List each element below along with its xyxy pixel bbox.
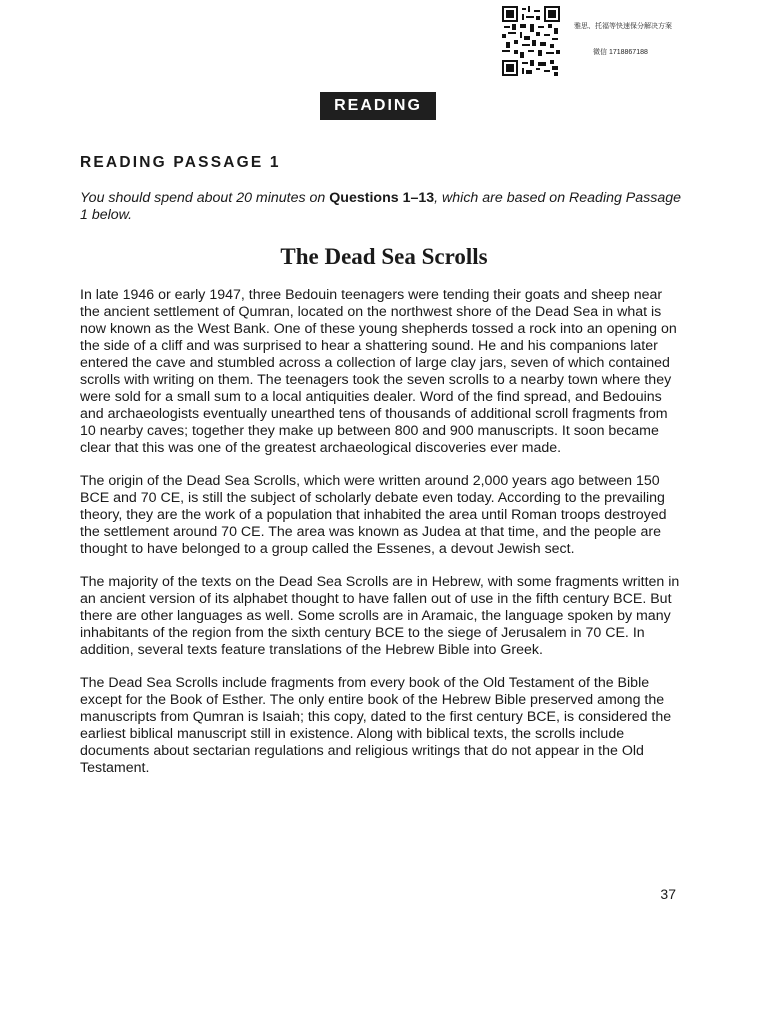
- instructions: [80, 190, 690, 224]
- paragraph: In late 1946 or early 1947, three Bedouin teenagers were tending their goats and sheep near the ancient settlement of Qumran, located on the northwest shore of the Dead Sea in what is now known as the West Bank. One of these young shepherds tossed a rock into an opening on the side of a cliff and was surprised to hear a shattering sound. He and his companions later entered the cave and stumbled across a collection of large clay jars, seven of which contained scrolls with writing on them. The teenagers took the seven scrolls to a nearby town where they were sold for a small sum to a local antiquities dealer. Word of the find spread, and Bedouins and archaeologists eventually unearthed tens of thousands of additional scroll fragments from 10 nearby caves; together they make up between 800 and 900 manuscripts. It soon became clear that this was one of the greatest archaeological discoveries ever made.: [80, 287, 677, 456]
- passage-heading: READING PASSAGE 1: [80, 154, 281, 171]
- qr-caption-line1: 雅思、托福等快速保分解决方案: [574, 23, 672, 30]
- page-number: 37: [660, 886, 676, 902]
- instructions-after: , which are based on Reading Passage 1 below.: [80, 190, 682, 223]
- paragraph: The Dead Sea Scrolls include fragments from every book of the Old Testament of the Bible except for the Book of Esther. The only entire book of the Hebrew Bible preserved among the manuscripts from Qumran is Isaiah; this copy, dated to the first century BCE, is considered the earliest biblical manuscript still in existence. Along with biblical texts, the scrolls include documents about sectarian regulations and religious writings that do not appear in the Old Testament.: [80, 675, 672, 776]
- instructions-before: You should spend about 20 minutes on: [80, 190, 330, 206]
- passage-body: [80, 287, 682, 793]
- paragraph: The origin of the Dead Sea Scrolls, which were written around 2,000 years ago between 150 BCE and 70 CE, is still the subject of scholarly debate even today. According to the prevailing theory, they are the work of a population that inhabited the area until Roman troops destroyed the settlement around 70 CE. The area was known as Judea at that time, and the people are thought to have belonged to a group called the Essenes, a devout Jewish sect.: [80, 473, 667, 557]
- qr-code-icon: [502, 6, 560, 76]
- qr-caption-line2: 微信 1718867188: [593, 49, 648, 56]
- passage-title: The Dead Sea Scrolls: [280, 244, 488, 269]
- instructions-emphasis: Questions 1–13: [329, 190, 435, 206]
- paragraph: The majority of the texts on the Dead Sea Scrolls are in Hebrew, with some fragments written in an ancient version of its alphabet thought to have fallen out of use in the fifth century BCE. But there are other languages as well. Some scrolls are in Aramaic, the language spoken by many inhabitants of the region from the sixth century BCE to the siege of Jerusalem in 70 CE. In addition, several texts feature translations of the Hebrew Bible into Greek.: [80, 574, 680, 658]
- section-label: READING: [320, 92, 436, 120]
